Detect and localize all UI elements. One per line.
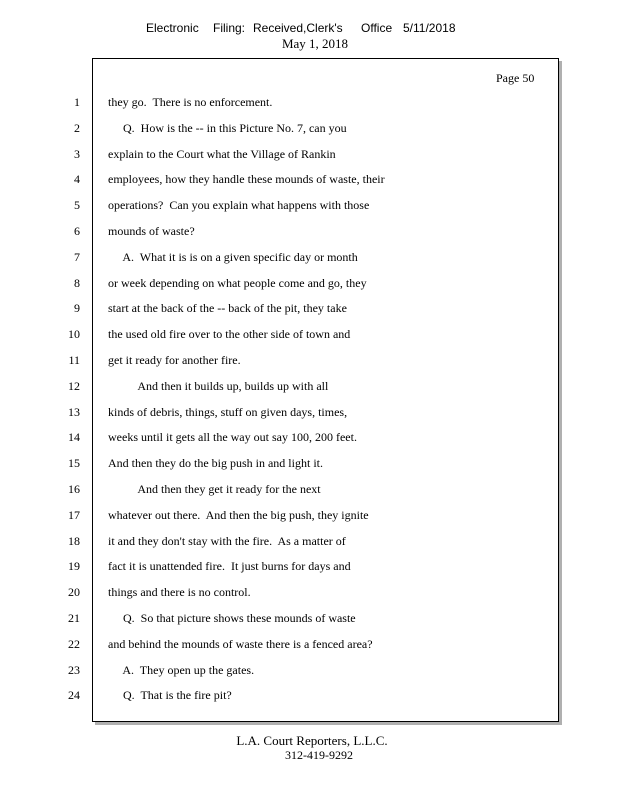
line-number: 7 xyxy=(74,249,80,264)
footer-phone: 312-419-9292 xyxy=(285,748,353,762)
line-number: 11 xyxy=(68,353,80,367)
stamp-received: Received,Clerk's xyxy=(253,21,343,35)
line-number: 9 xyxy=(74,301,80,316)
transcript-date: May 1, 2018 xyxy=(281,36,349,51)
footer-company: L.A. Court Reporters, L.L.C. xyxy=(236,733,388,748)
transcript-line: and behind the mounds of waste there is a fenced area? xyxy=(108,636,373,651)
transcript-line: they go. There is no enforcement. xyxy=(108,95,273,109)
stamp-filing: Filing: xyxy=(213,21,246,35)
line-number: 20 xyxy=(68,585,80,600)
transcript-line: employees, how they handle these mounds of waste, their xyxy=(108,172,385,187)
stamp-electronic: Electronic xyxy=(146,21,199,35)
line-number: 12 xyxy=(68,378,80,393)
transcript-line: A. They open up the gates. xyxy=(108,662,255,677)
stamp-office: Office xyxy=(361,21,393,35)
transcript-line: fact it is unattended fire. It just burns for days and xyxy=(108,559,351,574)
line-number: 19 xyxy=(68,559,80,574)
line-number: 17 xyxy=(68,507,80,522)
line-number: 3 xyxy=(74,146,80,161)
transcript-line: get it ready for another fire. xyxy=(108,353,241,367)
line-number: 2 xyxy=(74,120,80,135)
line-number: 4 xyxy=(74,172,80,187)
transcript-line: start at the back of the -- back of the pit, they take xyxy=(108,301,347,316)
line-number: 14 xyxy=(68,430,80,445)
transcript-line: Q. How is the -- in this Picture No. 7, can you xyxy=(108,120,347,135)
line-number: 21 xyxy=(68,611,80,625)
transcript-line: A. What it is is on a given specific day or month xyxy=(108,249,358,264)
transcript-line: weeks until it gets all the way out say 100, 200 feet. xyxy=(108,430,357,445)
page-number: Page 50 xyxy=(496,71,535,85)
transcript-line: the used old fire over to the other side of town and xyxy=(108,327,351,342)
transcript-line: things and there is no control. xyxy=(108,585,251,600)
line-number: 8 xyxy=(74,275,80,290)
line-number: 13 xyxy=(68,404,80,419)
transcript-line: And then it builds up, builds up with all xyxy=(108,378,329,393)
transcript-line: it and they don't stay with the fire. As a matter of xyxy=(108,533,346,548)
line-number: 6 xyxy=(74,224,80,238)
transcript-line: kinds of debris, things, stuff on given days, times, xyxy=(108,404,348,419)
line-number: 22 xyxy=(68,636,80,651)
transcript-line: And then they get it ready for the next xyxy=(108,482,321,496)
transcript-line: operations? Can you explain what happens with those xyxy=(108,198,370,213)
transcript-line: whatever out there. And then the big push, they ignite xyxy=(108,507,369,522)
transcript-line: or week depending on what people come and go, they xyxy=(108,275,367,290)
stamp-date: 5/11/2018 xyxy=(403,21,456,35)
transcript-line: And then they do the big push in and light it. xyxy=(108,456,323,471)
transcript-line: mounds of waste? xyxy=(108,224,195,238)
transcript-line: Q. That is the fire pit? xyxy=(108,688,232,703)
line-number: 23 xyxy=(68,662,80,677)
line-number: 1 xyxy=(74,95,80,109)
line-number: 18 xyxy=(68,533,80,548)
line-number: 15 xyxy=(68,456,80,471)
filing-stamp xyxy=(0,21,618,37)
transcript-line: explain to the Court what the Village of Rankin xyxy=(108,146,336,161)
line-number: 16 xyxy=(68,482,80,496)
line-number: 5 xyxy=(74,198,80,213)
line-number: 24 xyxy=(68,688,80,703)
line-number: 10 xyxy=(68,327,80,342)
transcript-line: Q. So that picture shows these mounds of waste xyxy=(108,611,356,625)
